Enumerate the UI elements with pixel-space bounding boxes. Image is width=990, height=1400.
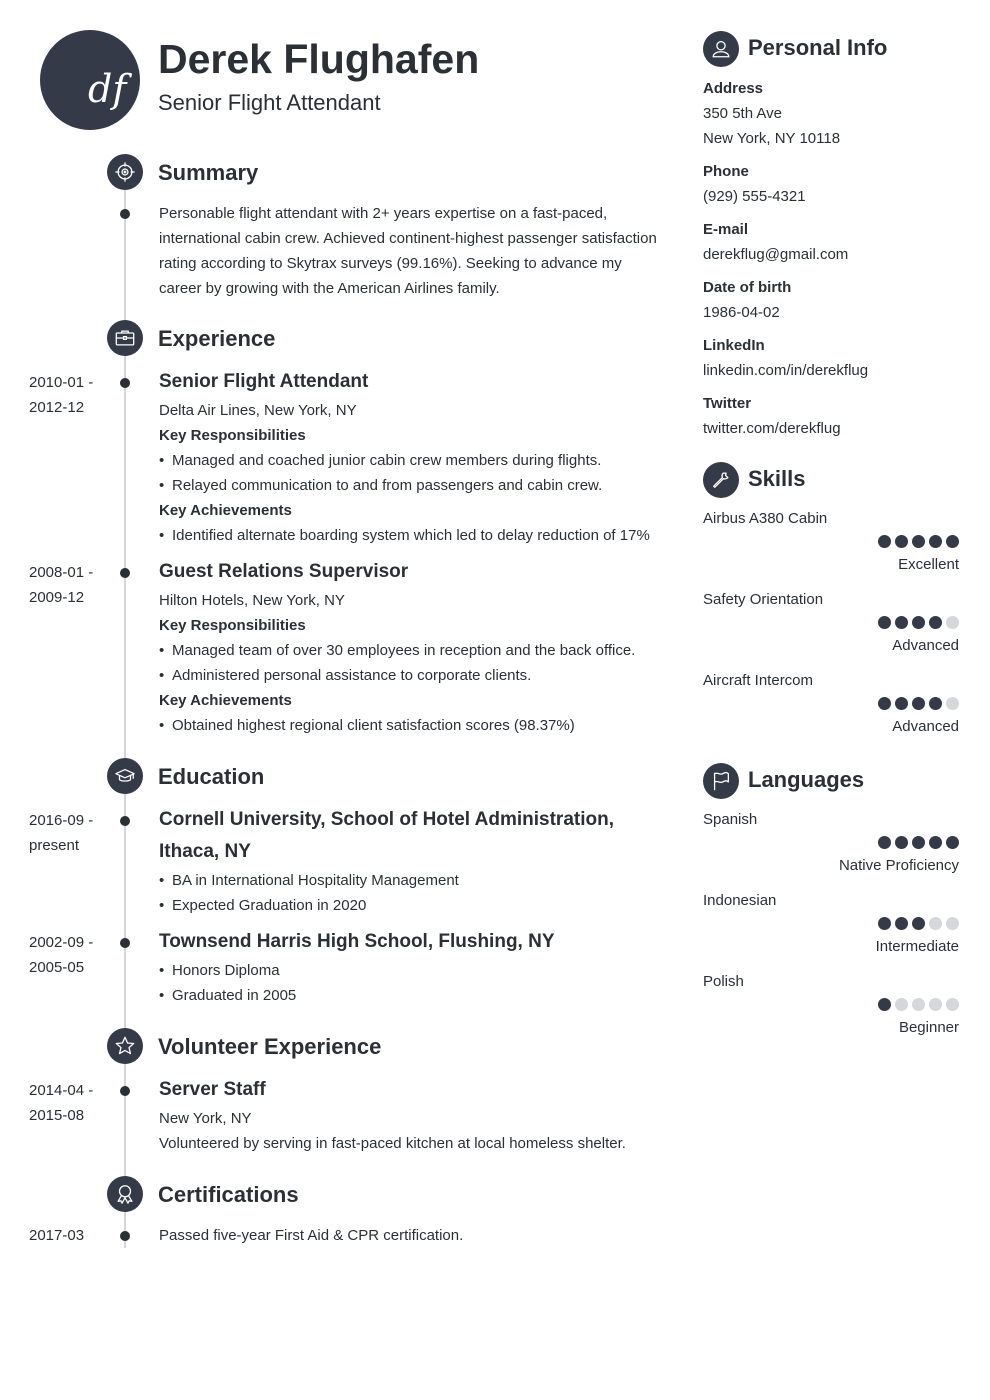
- rating-dot-empty: [946, 697, 959, 710]
- rating-dots: [703, 998, 959, 1012]
- rating-dot-filled: [878, 836, 891, 849]
- address-label: Address: [703, 80, 764, 97]
- rating-dot-filled: [912, 917, 925, 930]
- responsibilities-label: Key Responsibilities: [159, 617, 306, 634]
- language-item: [703, 972, 959, 1037]
- dob-value: 1986-04-02: [703, 304, 780, 321]
- timeline-line-volunteer: [124, 1062, 126, 1178]
- education-date: 2002-09 - 2005-05: [29, 934, 94, 976]
- volunteer-description: Volunteered by serving in fast-paced kitchen at local homeless shelter.: [159, 1135, 626, 1152]
- rating-dot-filled: [895, 917, 908, 930]
- list-item: • BA in International Hospitality Management: [159, 868, 669, 893]
- rating-dot-empty: [912, 998, 925, 1011]
- rating-dot-filled: [912, 697, 925, 710]
- dob-label: Date of birth: [703, 279, 792, 296]
- skill-level: Excellent: [898, 556, 959, 573]
- section-title-languages: Languages: [748, 767, 865, 792]
- skill-name: Aircraft Intercom: [703, 672, 814, 689]
- target-icon: [107, 154, 143, 190]
- rating-dot-filled: [895, 616, 908, 629]
- rating-dot-filled: [929, 836, 942, 849]
- section-title-skills: Skills: [748, 466, 806, 491]
- language-level: Beginner: [898, 1019, 959, 1036]
- list-item: • Expected Graduation in 2020: [159, 893, 669, 918]
- skill-name: Airbus A380 Cabin: [703, 510, 828, 527]
- person-icon: [703, 31, 739, 67]
- skill-item: [703, 671, 959, 736]
- language-level: Native Proficiency: [838, 857, 959, 874]
- school-location: Ithaca, NY: [159, 841, 251, 862]
- timeline-dot: [120, 938, 130, 948]
- job-date: 2008-01 - 2009-12: [29, 564, 94, 606]
- rating-dot-empty: [929, 917, 942, 930]
- candidate-title: Senior Flight Attendant: [158, 90, 381, 115]
- rating-dots: [703, 917, 959, 931]
- list-item: • Managed and coached junior cabin crew members during flights.: [159, 448, 669, 473]
- timeline-line-education: [124, 792, 126, 1030]
- rating-dot-filled: [878, 616, 891, 629]
- rating-dot-filled: [878, 697, 891, 710]
- monogram-initials: df: [88, 67, 127, 111]
- certification-text: Passed five-year First Aid & CPR certification.: [159, 1227, 464, 1244]
- language-name: Spanish: [703, 811, 758, 828]
- summary-text: Personable flight attendant with 2+ years expertise on a fast-paced, international cabin crew. Achieved continent-highest passenger satisfaction rating according to Skytrax surveys (99.16%). Seeking to advance my career by growing with the American Airlines family.: [159, 205, 657, 297]
- section-title-certifications: Certifications: [158, 1182, 299, 1207]
- job-date: 2010-01 - 2012-12: [29, 374, 94, 416]
- skill-name: Safety Orientation: [703, 591, 824, 608]
- language-item: [703, 810, 959, 875]
- award-ribbon-icon: [107, 1176, 143, 1212]
- skill-level: Advanced: [892, 718, 959, 735]
- rating-dot-empty: [946, 998, 959, 1011]
- rating-dot-empty: [929, 998, 942, 1011]
- rating-dot-filled: [912, 535, 925, 548]
- phone-label: Phone: [703, 163, 749, 180]
- job-title: Guest Relations Supervisor: [159, 561, 409, 582]
- job-entry: [159, 559, 669, 738]
- timeline-dot: [120, 209, 130, 219]
- volunteer-date: 2014-04 - 2015-08: [29, 1082, 94, 1124]
- timeline-dot: [120, 1086, 130, 1096]
- responsibilities-label: Key Responsibilities: [159, 427, 306, 444]
- wrench-icon: [703, 462, 739, 498]
- timeline-line-certifications: [124, 1210, 126, 1248]
- volunteer-role: Server Staff: [159, 1079, 266, 1100]
- certification-date: 2017-03: [29, 1227, 85, 1244]
- job-organization: Hilton Hotels, New York, NY: [159, 592, 345, 609]
- rating-dot-empty: [895, 998, 908, 1011]
- section-title-experience: Experience: [158, 326, 276, 351]
- section-title-summary: Summary: [158, 160, 259, 185]
- achievements-label: Key Achievements: [159, 502, 292, 519]
- skill-item: [703, 509, 959, 574]
- linkedin-label: LinkedIn: [703, 337, 765, 354]
- rating-dots: [703, 616, 959, 630]
- rating-dot-filled: [895, 535, 908, 548]
- rating-dot-filled: [878, 535, 891, 548]
- address-line: 350 5th Ave: [703, 105, 782, 122]
- volunteer-entry: [159, 1077, 669, 1156]
- achievements-label: Key Achievements: [159, 692, 292, 709]
- rating-dot-filled: [929, 535, 942, 548]
- job-organization: Delta Air Lines, New York, NY: [159, 402, 357, 419]
- rating-dot-filled: [878, 998, 891, 1011]
- education-date: 2016-09 - present: [29, 812, 94, 854]
- linkedin-link[interactable]: linkedin.com/in/derekflug: [703, 362, 869, 379]
- section-title-education: Education: [158, 764, 265, 789]
- rating-dot-filled: [946, 836, 959, 849]
- rating-dot-filled: [878, 917, 891, 930]
- rating-dot-filled: [912, 836, 925, 849]
- star-icon: [107, 1028, 143, 1064]
- language-item: [703, 891, 959, 956]
- list-item: • Managed team of over 30 employees in reception and the back office.: [159, 638, 669, 663]
- volunteer-location: New York, NY: [159, 1110, 252, 1127]
- education-entry: [159, 929, 669, 1008]
- graduation-cap-icon: [107, 758, 143, 794]
- rating-dots: [703, 535, 959, 549]
- list-item: • Administered personal assistance to corporate clients.: [159, 663, 669, 688]
- rating-dots: [703, 697, 959, 711]
- section-title-personal-info: Personal Info: [748, 35, 888, 60]
- rating-dot-filled: [895, 697, 908, 710]
- section-title-volunteer: Volunteer Experience: [158, 1034, 382, 1059]
- email-label: E-mail: [703, 221, 749, 238]
- email-value[interactable]: derekflug@gmail.com: [703, 246, 849, 263]
- language-level: Intermediate: [875, 938, 959, 955]
- personal-info-block: [703, 76, 963, 441]
- rating-dots: [703, 836, 959, 850]
- education-entry: [159, 804, 669, 918]
- list-item: • Relayed communication to and from passengers and cabin crew.: [159, 473, 669, 498]
- monogram-avatar: [40, 30, 140, 130]
- list-item: • Honors Diploma: [159, 958, 669, 983]
- candidate-name: Derek Flughafen: [158, 36, 480, 82]
- language-name: Polish: [703, 973, 744, 990]
- rating-dot-empty: [946, 616, 959, 629]
- briefcase-icon: [107, 320, 143, 356]
- rating-dot-empty: [946, 917, 959, 930]
- rating-dot-filled: [912, 616, 925, 629]
- language-name: Indonesian: [703, 892, 777, 909]
- timeline-dot: [120, 1231, 130, 1241]
- flag-icon: [703, 763, 739, 799]
- phone-value: (929) 555-4321: [703, 188, 806, 205]
- twitter-label: Twitter: [703, 395, 752, 412]
- list-item: • Identified alternate boarding system which led to delay reduction of 17%: [159, 523, 669, 548]
- address-line: New York, NY 10118: [703, 130, 841, 147]
- list-item: • Obtained highest regional client satisfaction scores (98.37%): [159, 713, 669, 738]
- school-name: Cornell University, School of Hotel Administration,: [159, 809, 614, 830]
- skill-item: [703, 590, 959, 655]
- timeline-dot: [120, 816, 130, 826]
- job-title: Senior Flight Attendant: [159, 371, 369, 392]
- rating-dot-filled: [946, 535, 959, 548]
- twitter-link[interactable]: twitter.com/derekflug: [703, 420, 841, 437]
- timeline-dot: [120, 378, 130, 388]
- skill-level: Advanced: [892, 637, 959, 654]
- rating-dot-filled: [929, 697, 942, 710]
- timeline-line-experience: [124, 354, 126, 760]
- school-name: Townsend Harris High School, Flushing, NY: [159, 931, 555, 952]
- rating-dot-filled: [895, 836, 908, 849]
- job-entry: [159, 369, 669, 548]
- list-item: • Graduated in 2005: [159, 983, 669, 1008]
- rating-dot-filled: [929, 616, 942, 629]
- timeline-dot: [120, 568, 130, 578]
